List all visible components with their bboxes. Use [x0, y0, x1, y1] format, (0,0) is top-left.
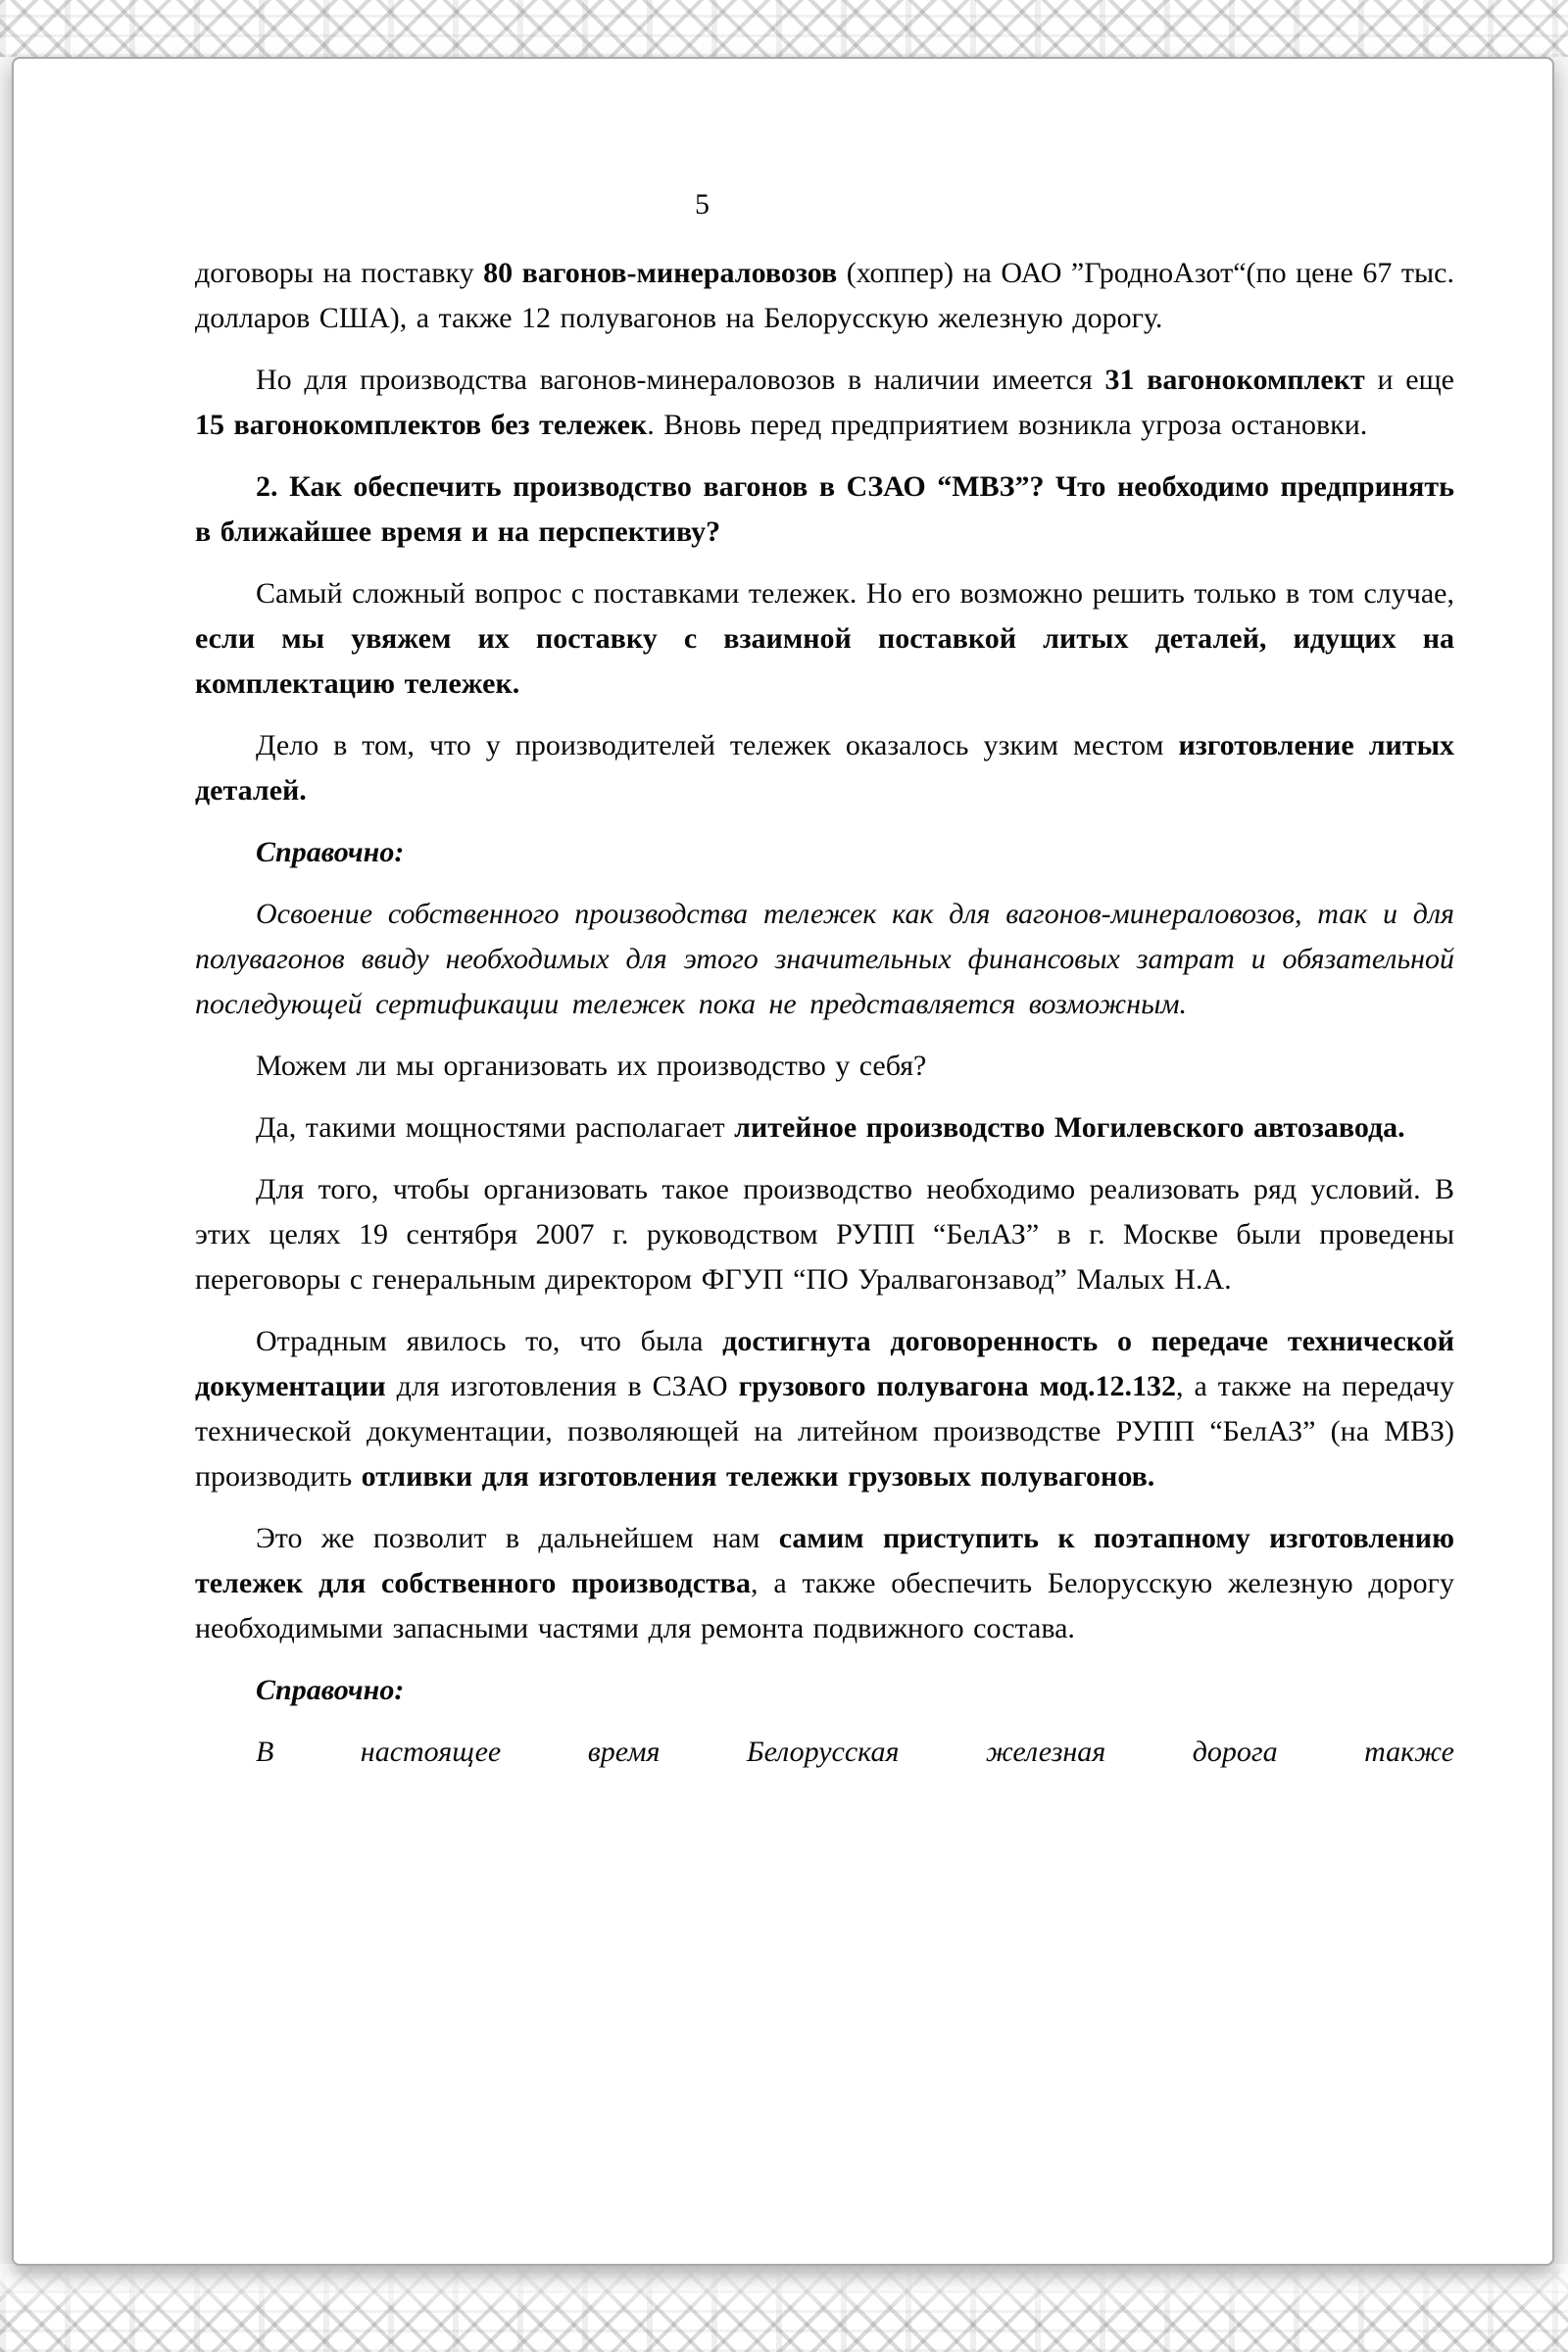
- text-run: если мы увяжем их поставку с взаимной поставкой литых деталей, идущих на комплектацию тележек.: [195, 622, 1454, 700]
- text-run: 80 вагонов-минераловозов: [483, 257, 838, 289]
- paragraph: [195, 465, 1454, 555]
- text-run: , а также обеспечить Белорусскую железную дорогу необходимыми запасными частями для ремонта подвижного состава.: [195, 1567, 1454, 1644]
- paragraph: [195, 358, 1454, 448]
- text-run: Для того, чтобы организовать такое производство необходимо реализовать ряд условий. В этих целях 19 сентября 2007 г. руководством РУПП “БелАЗ” в г. Москве были проведены переговоры с генеральным директором ФГУП “ПО Уралвагонзавод” Малых Н.А.: [195, 1173, 1454, 1296]
- paragraph: [195, 571, 1454, 707]
- paragraph: [195, 830, 1454, 875]
- paragraph: [195, 892, 1454, 1027]
- text-run: Да, такими мощностями располагает: [256, 1111, 735, 1144]
- text-run: достигнута договоренность о передаче технической документации: [195, 1325, 1454, 1402]
- text-run: изготовление литых деталей.: [195, 729, 1454, 807]
- text-run: самим приступить к поэтапному изготовлению тележек для собственного производства: [195, 1522, 1454, 1599]
- text-run: Это же позволит в дальнейшем нам: [256, 1522, 779, 1554]
- text-run: Отрадным явилось то, что была: [256, 1325, 723, 1357]
- text-run: отливки для изготовления тележки грузовых полувагонов.: [361, 1460, 1155, 1493]
- text-run: 15 вагонокомплектов без тележек: [195, 409, 648, 441]
- paragraph: [195, 1730, 1454, 1775]
- text-run: Самый сложный вопрос с поставками тележек. Но его возможно решить только в том случае,: [256, 577, 1454, 610]
- text-run: Но для производства вагонов-минераловозов в наличии имеется: [256, 364, 1105, 396]
- paragraph: [195, 1167, 1454, 1302]
- text-run: В настоящее время Белорусская железная дорога также: [256, 1736, 1454, 1768]
- paragraph: [195, 1044, 1454, 1089]
- text-run: (хоппер) на ОАО ”ГродноАзот“(по цене 67 тыс. долларов США), а также 12 полувагонов на Белорусскую железную дорогу.: [195, 257, 1454, 334]
- text-run: , а также на передачу технической документации, позволяющей на литейном производстве РУПП “БелАЗ” (на МВЗ) производить: [195, 1370, 1454, 1493]
- text-run: 31 вагонокомплект: [1104, 364, 1365, 396]
- document-sheet: [12, 57, 1554, 2266]
- text-run: Можем ли мы организовать их производство у себя?: [256, 1050, 927, 1082]
- text-run: литейное производство Могилевского автозавода.: [734, 1111, 1405, 1144]
- text-run: Дело в том, что у производителей тележек оказалось узким местом: [256, 729, 1179, 761]
- text-run: и еще: [1364, 364, 1454, 396]
- page-number: 5: [695, 188, 710, 220]
- text-run: . Вновь перед предприятием возникла угроза остановки.: [647, 409, 1368, 441]
- text-run: для изготовления в СЗАО: [385, 1370, 739, 1402]
- paragraph: [195, 1319, 1454, 1499]
- paragraph: [195, 1105, 1454, 1151]
- ornament-fade: [0, 2264, 1568, 2315]
- text-run: 2. Как обеспечить производство вагонов в СЗАО “МВЗ”? Что необходимо предпринять в ближайшее время и на перспективу?: [195, 470, 1454, 548]
- paragraph: [195, 1668, 1454, 1713]
- text-run: договоры на поставку: [195, 257, 484, 289]
- document-body: [195, 251, 1454, 1775]
- paragraph: [195, 251, 1454, 341]
- text-run: Справочно:: [256, 836, 405, 868]
- ornament-border-top: [0, 0, 1568, 57]
- paragraph: [195, 723, 1454, 813]
- text-run: Справочно:: [256, 1674, 405, 1706]
- text-run: грузового полувагона мод.12.132: [738, 1370, 1176, 1402]
- text-run: Освоение собственного производства тележек как для вагонов-минераловозов, так и для полувагонов ввиду необходимых для этого значительных финансовых затрат и обязательной последующей сертификации тележек пока не представляется возможным.: [195, 898, 1454, 1020]
- paragraph: [195, 1516, 1454, 1651]
